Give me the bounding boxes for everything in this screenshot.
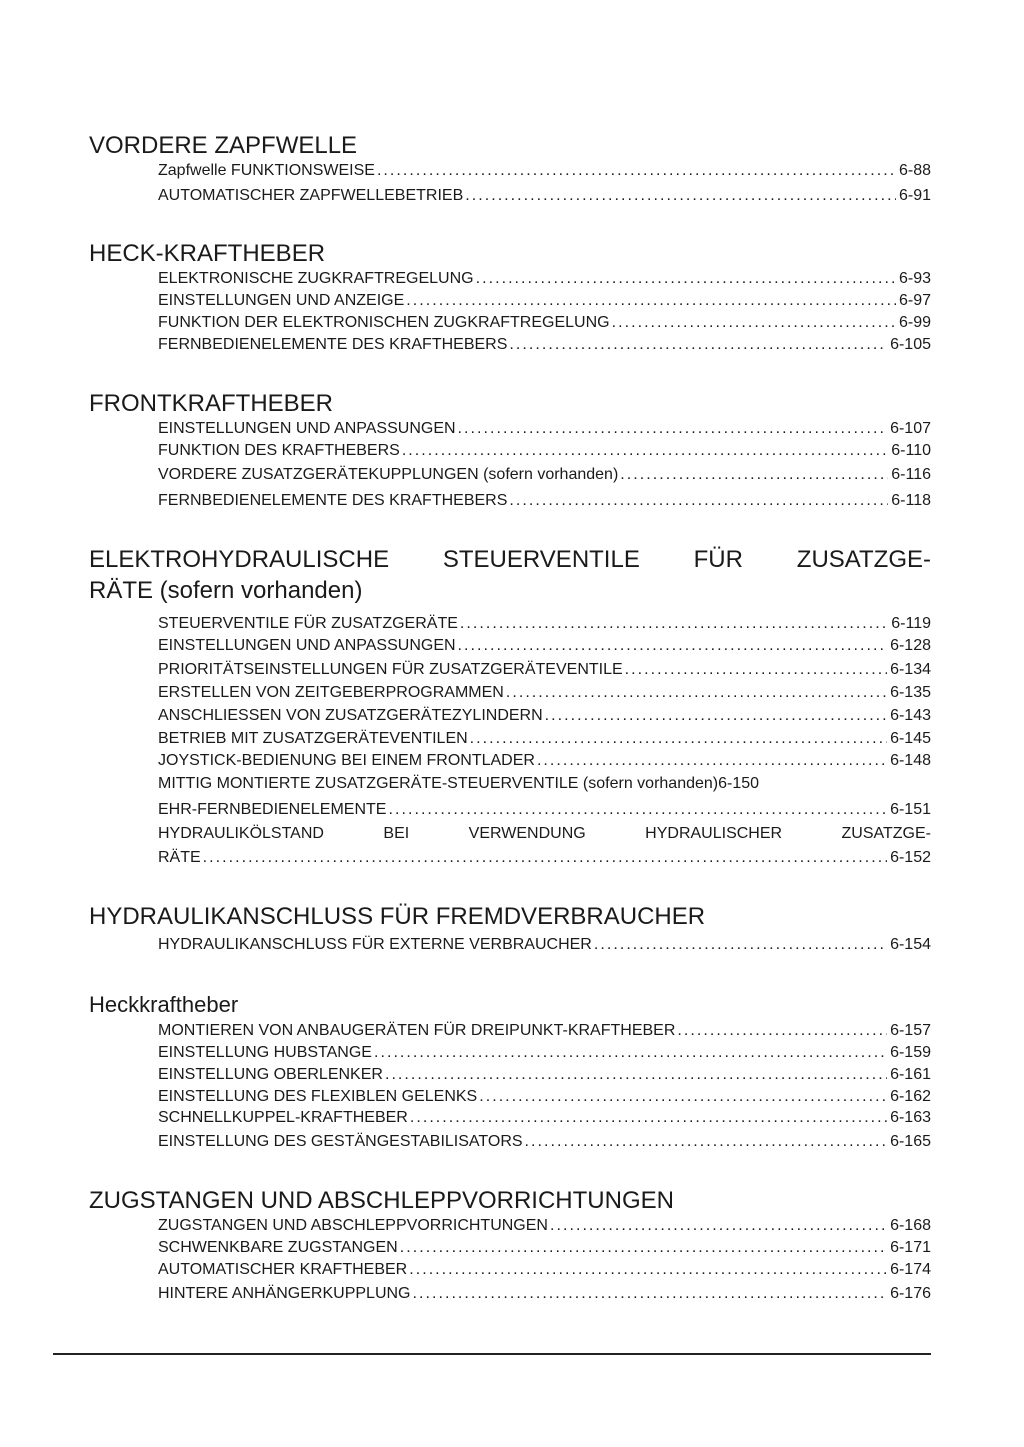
toc-entry-page: 6-118	[891, 492, 931, 509]
dot-leader	[677, 1021, 887, 1041]
toc-entry[interactable]	[158, 1017, 931, 1041]
toc-entry-label: FUNKTION DES KRAFTHEBERS	[158, 442, 400, 459]
toc-entry-page: 6-134	[890, 661, 931, 678]
toc-entry-page: 6-88	[898, 162, 931, 179]
section-heading: FRONTKRAFTHEBER	[89, 390, 334, 417]
toc-entry[interactable]	[158, 1234, 931, 1258]
toc-entry[interactable]	[158, 679, 931, 703]
toc-entry[interactable]	[158, 487, 931, 511]
toc-entry-label: AUTOMATISCHER KRAFTHEBER	[158, 1261, 408, 1278]
toc-entry-page: 6-159	[890, 1044, 931, 1061]
toc-entry[interactable]	[158, 931, 931, 955]
toc-entry[interactable]	[158, 796, 931, 820]
toc-entry-label: EINSTELLUNG HUBSTANGE	[158, 1044, 372, 1061]
toc-entry-label: ERSTELLEN VON ZEITGEBERPROGRAMMEN	[158, 684, 504, 701]
toc-entry-page: 6-161	[890, 1066, 931, 1083]
dot-leader	[203, 848, 887, 868]
toc-entry[interactable]	[158, 1256, 931, 1280]
toc-entry-page: 6-135	[890, 684, 931, 701]
toc-entry-page: 6-91	[898, 187, 931, 204]
dot-leader	[470, 729, 887, 749]
toc-entry-label: EHR-FERNBEDIENELEMENTE	[158, 801, 387, 818]
toc-entry-page: 6-171	[890, 1239, 931, 1256]
toc-entry[interactable]	[158, 770, 931, 794]
dot-leader	[458, 419, 888, 439]
dot-leader	[594, 935, 887, 955]
toc-entry-label: ZUGSTANGEN UND ABSCHLEPPVORRICHTUNGEN	[158, 1217, 548, 1234]
toc-entry[interactable]	[158, 415, 931, 439]
toc-entry[interactable]	[158, 1128, 931, 1152]
toc-entry-page: 6-145	[890, 730, 931, 747]
toc-entry[interactable]	[158, 747, 931, 771]
toc-entry-page: 6-163	[890, 1109, 931, 1126]
dot-leader	[402, 441, 888, 461]
toc-entry[interactable]	[158, 1039, 931, 1063]
toc-entry-page: 6-110	[891, 442, 931, 459]
toc-entry[interactable]	[158, 610, 931, 634]
dot-leader	[550, 1216, 887, 1236]
dot-leader	[509, 335, 887, 355]
section-heading-continued: RÄTE (sofern vorhanden)	[89, 577, 363, 604]
toc-entry-page: 6-99	[898, 314, 931, 331]
toc-entry-label: HYDRAULIKANSCHLUSS FÜR EXTERNE VERBRAUCHER	[158, 936, 592, 953]
toc-entry[interactable]	[158, 157, 931, 181]
toc-entry-label: RÄTE	[158, 849, 201, 866]
toc-entry-label: JOYSTICK-BEDIENUNG BEI EINEM FRONTLADER	[158, 752, 535, 769]
toc-entry[interactable]	[158, 725, 931, 749]
toc-entry-label: ELEKTRONISCHE ZUGKRAFTREGELUNG	[158, 270, 474, 287]
toc-entry[interactable]	[158, 437, 931, 461]
toc-entry-label: HINTERE ANHÄNGERKUPPLUNG	[158, 1285, 411, 1302]
dot-leader	[625, 660, 887, 680]
dot-leader	[385, 1065, 887, 1085]
dot-leader	[506, 683, 887, 703]
dot-leader	[388, 800, 887, 820]
toc-entry-continued[interactable]	[158, 844, 931, 868]
toc-entry-page: 6-152	[890, 849, 931, 866]
toc-entry-page: 6-165	[890, 1133, 931, 1150]
dot-leader	[465, 186, 896, 206]
toc-entry-label: FUNKTION DER ELEKTRONISCHEN ZUGKRAFTREGELUNG	[158, 314, 610, 331]
dot-leader	[612, 313, 896, 333]
dot-leader	[409, 1260, 887, 1280]
toc-entry-page: 6-128	[890, 637, 931, 654]
toc-entry-page: 6-157	[890, 1022, 931, 1039]
toc-entry-label: VORDERE ZUSATZGERÄTEKUPPLUNGEN (sofern vorhanden)	[158, 466, 619, 483]
toc-entry-label: BETRIEB MIT ZUSATZGERÄTEVENTILEN	[158, 730, 468, 747]
toc-entry[interactable]	[158, 656, 931, 680]
dot-leader	[406, 291, 896, 311]
dot-leader	[525, 1132, 888, 1152]
toc-entry[interactable]	[158, 1061, 931, 1085]
toc-entry-label: ANSCHLIESSEN VON ZUSATZGERÄTEZYLINDERN	[158, 707, 543, 724]
toc-entry-label: SCHNELLKUPPEL-KRAFTHEBER	[158, 1109, 408, 1126]
section-heading: Heckkraftheber	[89, 992, 239, 1017]
toc-entry[interactable]	[158, 265, 931, 289]
footer-rule	[53, 1353, 931, 1355]
toc-entry-label: PRIORITÄTSEINSTELLUNGEN FÜR ZUSATZGERÄTEVENTILE	[158, 661, 623, 678]
toc-entry[interactable]	[158, 1280, 931, 1304]
section-heading: VORDERE ZAPFWELLE	[89, 132, 358, 159]
toc-entry-page: 6-176	[890, 1285, 931, 1302]
toc-entry-label: SCHWENKBARE ZUGSTANGEN	[158, 1239, 398, 1256]
toc-entry-page: 6-119	[891, 615, 931, 632]
toc-entry-label: FERNBEDIENELEMENTE DES KRAFTHEBERS	[158, 336, 508, 353]
toc-entry-page: 6-116	[891, 466, 931, 483]
toc-entry-page: 6-174	[890, 1261, 931, 1278]
dot-leader	[460, 614, 888, 634]
dot-leader	[374, 1043, 887, 1063]
toc-entry-label: AUTOMATISCHER ZAPFWELLEBETRIEB	[158, 187, 464, 204]
toc-entry-page: 6-105	[890, 336, 931, 353]
toc-entry[interactable]	[158, 632, 931, 656]
toc-entry[interactable]	[158, 702, 931, 726]
dot-leader	[476, 269, 896, 289]
dot-leader	[377, 161, 896, 181]
toc-entry[interactable]	[158, 331, 931, 355]
toc-entry[interactable]	[158, 1212, 931, 1236]
toc-entry[interactable]	[158, 182, 931, 206]
toc-entry-label: MONTIEREN VON ANBAUGERÄTEN FÜR DREIPUNKT-KRAFTHEBER	[158, 1022, 676, 1039]
toc-entry-page: 6-107	[890, 420, 931, 437]
toc-entry[interactable]	[158, 820, 931, 844]
section-heading: HYDRAULIKANSCHLUSS FÜR FREMDVERBRAUCHER	[89, 903, 706, 930]
section-heading: HECK-KRAFTHEBER	[89, 240, 326, 267]
toc-entry-label: EINSTELLUNGEN UND ANPASSUNGEN	[158, 637, 456, 654]
dot-leader	[413, 1284, 888, 1304]
toc-entry-label: STEUERVENTILE FÜR ZUSATZGERÄTE	[158, 615, 458, 632]
toc-entry-page: 6-150	[718, 775, 760, 792]
toc-entry[interactable]	[158, 309, 931, 333]
toc-entry-page: 6-151	[890, 801, 931, 818]
toc-entry-label: EINSTELLUNG DES GESTÄNGESTABILISATORS	[158, 1133, 523, 1150]
toc-entry-page: 6-154	[890, 936, 931, 953]
section-heading: ZUGSTANGEN UND ABSCHLEPPVORRICHTUNGEN	[89, 1187, 674, 1214]
dot-leader	[620, 465, 888, 485]
toc-entry[interactable]	[158, 461, 931, 485]
toc-entry-label: EINSTELLUNG DES FLEXIBLEN GELENKS	[158, 1088, 478, 1105]
toc-entry[interactable]	[158, 1104, 931, 1128]
toc-entry-page: 6-148	[890, 752, 931, 769]
dot-leader	[400, 1238, 887, 1258]
dot-leader	[545, 706, 887, 726]
toc-entry[interactable]	[158, 287, 931, 311]
toc-entry-page: 6-162	[890, 1088, 931, 1105]
toc-entry-label: MITTIG MONTIERTE ZUSATZGERÄTE-STEUERVENTILE (sofern vorhanden)	[158, 775, 719, 792]
dot-leader	[458, 636, 888, 656]
toc-entry-page: 6-168	[890, 1217, 931, 1234]
toc-entry-label: EINSTELLUNGEN UND ANPASSUNGEN	[158, 420, 456, 437]
toc-entry-label: Zapfwelle FUNKTIONSWEISE	[158, 162, 375, 179]
toc-entry-label: EINSTELLUNGEN UND ANZEIGE	[158, 292, 405, 309]
toc-entry-label: HYDRAULIKÖLSTAND BEI VERWENDUNG HYDRAULISCHER ZUSATZGE-	[158, 825, 931, 842]
dot-leader	[509, 491, 888, 511]
toc-entry-page: 6-143	[890, 707, 931, 724]
toc-entry-page: 6-97	[898, 292, 931, 309]
dot-leader	[410, 1108, 887, 1128]
toc-entry-label: FERNBEDIENELEMENTE DES KRAFTHEBERS	[158, 492, 508, 509]
toc-entry-page: 6-93	[898, 270, 931, 287]
toc-entry-label: EINSTELLUNG OBERLENKER	[158, 1066, 383, 1083]
section-heading: ELEKTROHYDRAULISCHE STEUERVENTILE FÜR ZUSATZGE-	[89, 546, 931, 573]
dot-leader	[537, 751, 887, 771]
